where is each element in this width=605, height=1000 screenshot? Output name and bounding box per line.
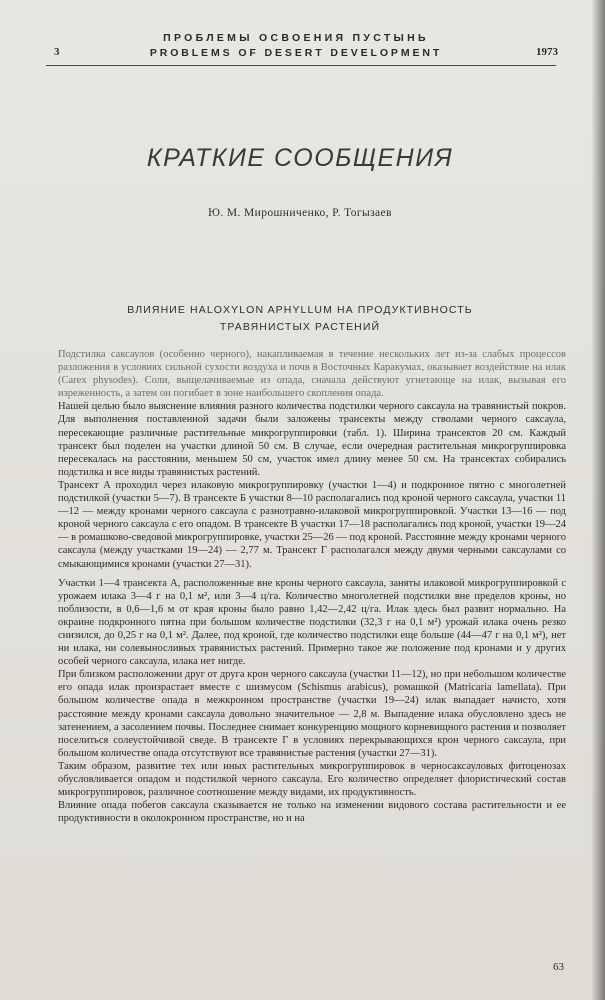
paragraph-2: Нашей целью было выяснение влияния разного количества подстилки черного саксаула на травянистый покров. Для выполнения поставленной задачи были заложены трансекты между стволами черного саксаула, пересекающие различные растительные микрогруппировки (табл. 1). Ширина трансектов 20 см. Каждый трансект был поделен на участки длиной 50 см. В случае, если очередная растительная микрогруппировка пересекалась на расстоянии, меньшем 50 см, участок имел длину менее 50 см. На трансектах собирались подстилка и все виды травянистых растений. (58, 401, 566, 478)
paragraph-1: Подстилка саксаулов (особенно черного), накапливаемая в течение нескольких лет из-за слабых процессов разложения в условиях сильной сухости воздуха и почв в Восточных Каракумах, оказывает воздействие на илак (Carex physodes). Соли, выщелачиваемые из опада, сначала действуют угнетающе на илак, вызывая его изреженность, а затем он погибает в зоне наибольшего скопления опада. (58, 349, 566, 400)
paragraph-5: При близком расположении друг от друга крон черного саксаула (участки 11—12), но при небольшом количестве его опада илак произрастает вместе с шизмусом (Schismus arabicus), ромашкой (Matricaria lamellata). При большом количестве опада в межкронном пространстве (участки 19—24) илак выпадает начисто, хотя расстояние между кронами саксаула довольно значительное — 2,8 м. Выпадение илака обусловлено здесь не затенением, а засолением почвы. Последнее снимает конкуренцию мощного корневищного растения и позволяет поселиться солеустойчивой сведе. В трансекте Г в условиях перекрывающихся крон черного саксаула, при большом количестве опада отсутствуют все травянистые растения (участки 27—31). (58, 669, 566, 759)
issue-number: 3 (54, 46, 60, 58)
issue-year: 1973 (536, 46, 558, 58)
article-body (58, 348, 566, 825)
running-header (46, 28, 558, 78)
header-rule (46, 65, 556, 66)
section-title: КРАТКИЕ СООБЩЕНИЯ (146, 144, 454, 172)
journal-title-en: PROBLEMS OF DESERT DEVELOPMENT (149, 47, 443, 59)
paragraph-6: Таким образом, развитие тех или иных растительных микрогруппировок в черносаксауловых фитоценозах обусловливается опадом и подстилкой черного саксаула. Его количество определяет флористический состав микрогруппировок, различное соотношение между видами, их продуктивность. (58, 760, 566, 799)
paragraph-4: Участки 1—4 трансекта А, расположенные вне кроны черного саксаула, заняты илаковой микрогруппировкой с урожаем илака 3—4 г на 0,1 м², или 3—4 ц/га. Количество многолетней подстилки вне пределов кроны, но поблизости, в 0,6—1,6 м от края кроны было равно 1,42—2,42 ц/га. Илак здесь был развит нормально. На окраине подкронного пятна при большом количестве подстилки (32,3 г на 0,1 м²) урожай илака очень резко снизился, до 0,25 г на 0,1 м². Далее, под кроной, где количество подстилки еще больше (44—47 г на 0,1 м²), нет ни илака, ни солевыносливых травянистых растений. Примерно такое же положение под кронами и у других особей черного саксаула, илака нет нигде. (58, 577, 566, 668)
journal-title-ru: ПРОБЛЕМЫ ОСВОЕНИЯ ПУСТЫНЬ (163, 32, 429, 44)
paragraph-7: Влияние опада побегов саксаула сказывается не только на изменении видового состава растительности и ее продуктивности в околокронном пространстве, но и на (58, 800, 566, 825)
paragraph-3: Трансект А проходил через илаковую микрогруппировку (участки 1—4) и подкронное пятно с многолетней подстилкой (участки 5—7). В трансекте Б участки 8—10 располагались под кроной черного саксаула, участки 11—12 — между кронами черного саксаула с разнотравно-илаковой микрогруппировкой. Участки 13—16 — под кроной черного саксаула с его опадом. В трансекте В участки 17—18 располагались под кроной, участки 19—24 — в ромашково-сведовой микрогруппировке, участки 25—26 — под кроной. Расстояние между кронами черного саксаула (между участками 19—24) — 2,77 м. Трансект Г располагался между двумя черными саксаулами со смыкающимися кронами (участки 27—31). (58, 479, 566, 570)
article-title-line-2: ТРАВЯНИСТЫХ РАСТЕНИЙ (219, 321, 381, 333)
article-title (60, 302, 540, 336)
authors: Ю. М. Мирошниченко, Р. Тогызаев (208, 207, 392, 219)
article-title-line-1: ВЛИЯНИЕ HALOXYLON APHYLLUM НА ПРОДУКТИВНОСТЬ (127, 304, 473, 316)
page-number: 63 (553, 961, 564, 973)
